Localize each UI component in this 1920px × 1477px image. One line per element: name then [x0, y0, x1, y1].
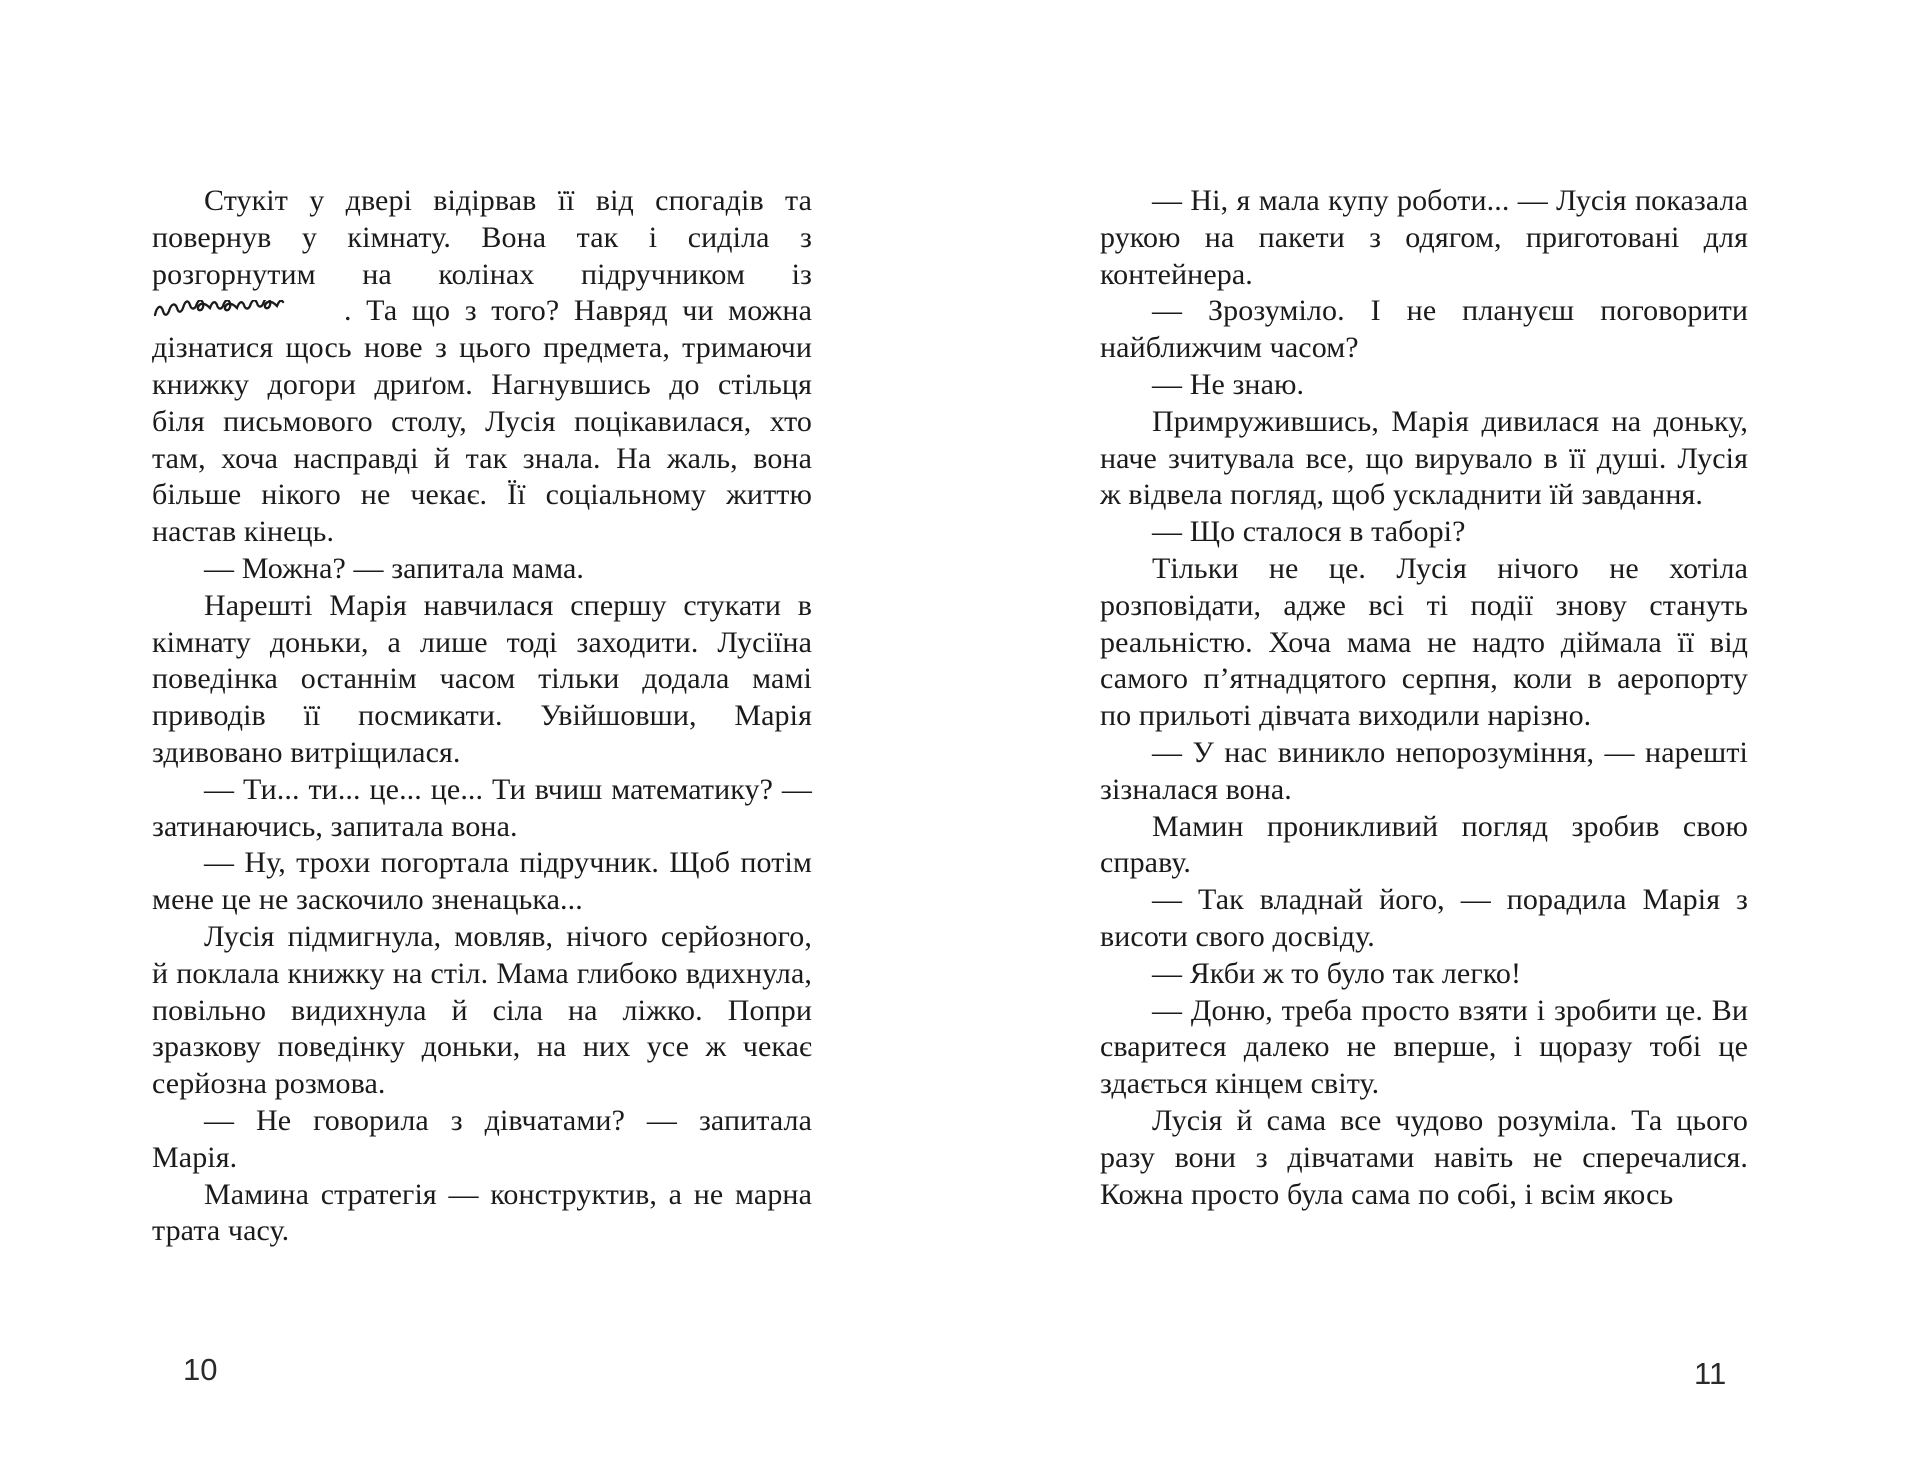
paragraph: — Що сталося в таборі?: [1152, 515, 1466, 549]
paragraph: — Якби ж то було так легко!: [1152, 956, 1522, 990]
paragraph: Нарешті Марія навчилася спершу стукати в кімнату доньки, а лише тоді заходити. Лусіїна поведінка останнім часом тільки додала мамі приводів її посмикати. Увійшовши, Марія здивовано витріщилася.: [152, 588, 812, 769]
paragraph: — Ну, трохи погортала підручник. Щоб потім мене це не заскочило зненацька...: [152, 846, 812, 917]
paragraph: Лусія й сама все чудово розуміла. Та цього разу вони з дівчатами навіть не сперечалися. Кожна просто була сама по собі, і всім якось: [1100, 1103, 1748, 1211]
paragraph: — Ні, я мала купу роботи... — Лусія показала рукою на пакети з одягом, приготовані для контейнера.: [1100, 184, 1748, 291]
paragraph: — Ти... ти... це... це... Ти вчиш математику? — затинаючись, запитала вона.: [152, 772, 812, 843]
paragraph: — Зрозуміло. І не плануєш поговорити найближчим часом?: [1100, 294, 1748, 365]
scribbled-word-drawing: [152, 300, 344, 324]
paragraph: Мамин проникливий погляд зробив свою справу.: [1100, 809, 1748, 880]
paragraph: Примружившись, Марія дивилася на доньку, наче зчитувала все, що вирувало в її душі. Лусія ж відвела погляд, щоб ускладнити їй завдання.: [1100, 404, 1748, 512]
paragraph: Тільки не це. Лусія нічого не хотіла розповідати, адже всі ті події знову стануть реальністю. Хоча мама не надто діймала її від самого п’ятнадцятого серпня, коли в аеропорту по прильоті дівчата виходили нарізно.: [1100, 551, 1748, 733]
paragraph: [152, 183, 812, 551]
page-left-text: [152, 183, 812, 1250]
page-right-text: [1100, 183, 1748, 1213]
paragraph: — Не говорила з дівчатами? — запитала Марія.: [152, 1103, 812, 1174]
paragraph: — Не знаю.: [1152, 367, 1305, 401]
paragraph: — Так владнай його, — порадила Марія з висоти свого досвіду.: [1100, 883, 1748, 953]
page-number-left: 10: [183, 1352, 218, 1387]
paragraph-text: Стукіт у двері відірвав її від спогадів та повернув у кімнату. Вона так і сиділа з розгорнутим на колінах підручником із: [152, 184, 812, 291]
paragraph: — У нас виникло непорозуміння, — нарешті зізналася вона.: [1100, 735, 1748, 806]
page-number-right: 11: [1694, 1356, 1727, 1391]
paragraph: Мамина стратегія — конструктив, а не марна трата часу.: [152, 1177, 812, 1248]
paragraph: — Можна? — запитала мама.: [204, 551, 585, 585]
paragraph: — Доню, треба просто взяти і зробити це. Ви сваритеся далеко не вперше, і щоразу тобі це здається кінцем світу.: [1100, 993, 1748, 1101]
paragraph: Лусія підмигнула, мовляв, нічого серйозного, й поклала книжку на стіл. Мама глибоко вдихнула, повільно видихнула й сіла на ліжко. Попри зразкову поведінку доньки, на них усе ж чекає серйозна розмова.: [152, 919, 812, 1101]
paragraph-text: . Та що з того? Навряд чи можна дізнатися щось нове з цього предмета, тримаючи книжку догори дриґом. Нагнувшись до стільця біля письмового столу, Лусія поцікавилася, хто там, хоча насправді й так знала. На жаль, вона більше нікого не чекає. Її соціальному життю настав кінець.: [152, 294, 812, 549]
